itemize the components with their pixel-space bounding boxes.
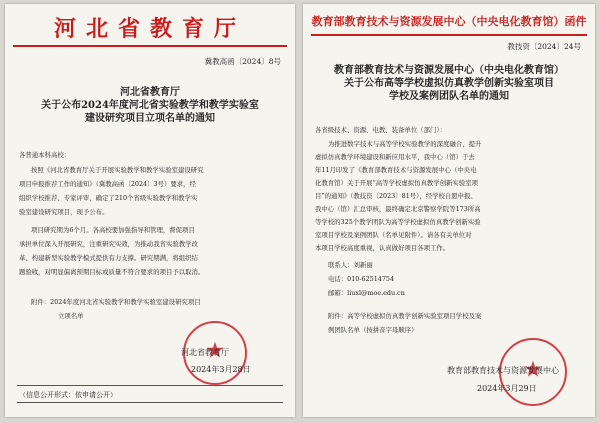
- footer-rule: [17, 385, 283, 386]
- document-number: 教技资〔2024〕24号: [507, 42, 581, 51]
- signer: 河北省教育厅: [181, 348, 229, 357]
- body-line: 虚拟仿真教学环境建设和新应用水平，我中心（馆）于去: [315, 153, 475, 161]
- salutation: 各省级技术、资源、电教、装备单位（部门）：: [315, 126, 447, 134]
- body-line: 题验收，对明显偏离预期目标或质量不符合要求的项目予以取消。: [19, 268, 205, 276]
- body-line: 革、构建新型实验教学模式提供有力支撑。研究期满，将组织结: [19, 254, 198, 262]
- title-line: 建设研究项目立项名单的通知: [85, 113, 215, 124]
- body-line: 本项目学校高度重视，认真做好项目各项工作。: [315, 244, 450, 252]
- header-red-rule: [311, 34, 587, 36]
- title-line: 关于公布高等学校虚拟仿真教学创新实验室项目: [344, 78, 554, 89]
- body-line: 等学校的325个教学团队为高等学校虚拟仿真教学创新实验: [315, 218, 481, 226]
- header-red-rule: [13, 45, 287, 47]
- body-line: 我中心（馆）汇总审核，最终确定北京警察学院等173所高: [315, 205, 481, 213]
- contact-person: 联系人：刘新丽: [328, 261, 373, 269]
- title-line: 关于公布2024年度河北省实验教学和教学实验室: [41, 100, 259, 111]
- contact-phone: 电话：010-62514754: [328, 275, 395, 283]
- issuer-header: 河北省教育厅: [53, 16, 246, 42]
- body-line: 室项目学校及案例团队（名单见附件）。请各有关单位对: [315, 231, 472, 239]
- moe-center-notice-document: [303, 4, 595, 417]
- salutation: 各普通本科高校：: [19, 151, 71, 159]
- body-line: 组织学校推荐、专家评审，确定了210个省级实验教学和教学实: [19, 194, 198, 202]
- attachment-line: 附件：2024年度河北省实验教学和教学实验室建设研究项目: [31, 298, 201, 306]
- body-line: 项目申报推荐工作的通知》（冀教高函〔2024〕3号）要求，经: [19, 180, 196, 188]
- footer-rule: [17, 402, 283, 403]
- attachment-line: 立项名单: [58, 312, 84, 320]
- document-number: 冀教高函〔2024〕8号: [204, 57, 281, 66]
- date: 2024年3月28日: [191, 365, 251, 374]
- date: 2024年3月29日: [477, 384, 537, 393]
- attachment-line: 例团队名单（按拼音字母顺序）: [328, 326, 418, 334]
- body-line: 年11月印发了《教育部教育技术与资源发展中心（中央电: [315, 166, 477, 174]
- body-line: 承担单位深入开展研究，注重研究实效，为推动我省实验教学改: [19, 240, 198, 248]
- signer: 教育部教育技术与资源发展中心: [447, 366, 559, 375]
- publicity-note: （信息公开形式：依申请公开）: [19, 391, 117, 399]
- body-line: 验室建设研究项目，现予公布。: [19, 208, 109, 216]
- hebei-notice-document: [5, 4, 295, 417]
- body-line: 为推进数字技术与高等学校实验教学的深度融合，提升: [328, 140, 482, 148]
- body-line: 目”的通知》（教技资〔2023〕81号），经学校自愿申报、: [315, 192, 477, 200]
- body-line: 化教育馆）关于开展“高等学校虚拟仿真教学创新实验室项: [315, 179, 479, 187]
- contact-email: 邮箱：liuxl@moe.edu.cn: [328, 289, 405, 297]
- title-line: 河北省教育厅: [120, 87, 180, 98]
- issuer-header: 教育部教育技术与资源发展中心（中央电化教育馆）函件: [311, 15, 587, 28]
- body-line: 按照《河北省教育厅关于开展实验教学和教学实验室建设研究: [31, 166, 204, 174]
- attachment-line: 附件：高等学校虚拟仿真教学创新实验室项目学校及案: [328, 312, 482, 320]
- body-line: 项目研究期为6个月。各高校要加强指导和管理，督促项目: [31, 226, 195, 234]
- title-line: 教育部教育技术与资源发展中心（中央电化教育馆）: [334, 65, 564, 76]
- title-line: 学校及案例团队名单的通知: [389, 91, 509, 102]
